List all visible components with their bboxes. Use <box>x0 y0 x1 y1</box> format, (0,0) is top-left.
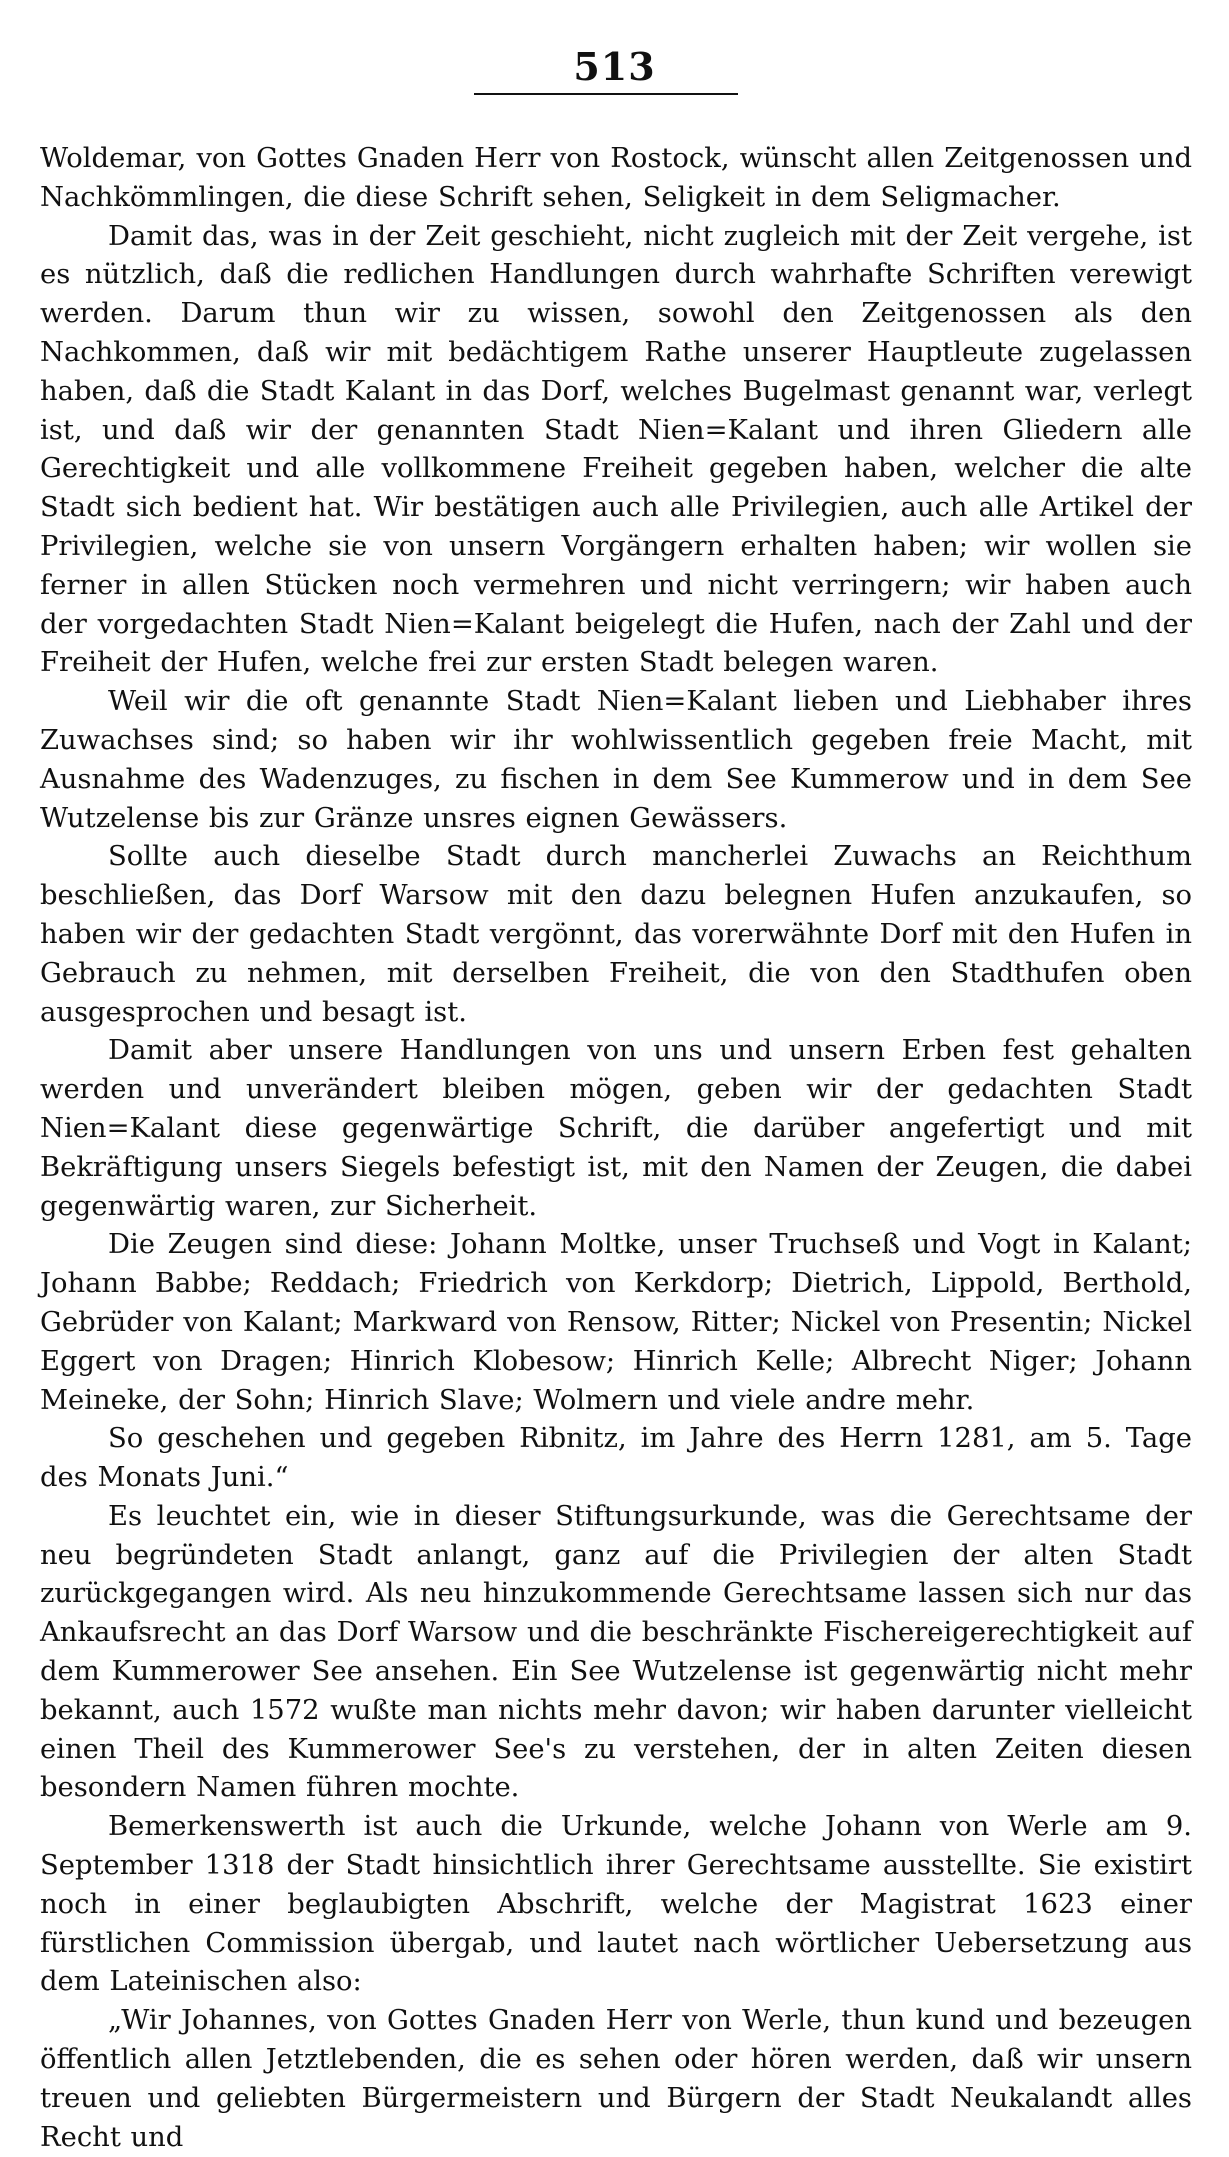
paragraph-4: Sollte auch dieselbe Stadt durch mancherlei Zuwachs an Reichthum beschließen, das Dorf Warsow mit den dazu belegnen Hufen anzukaufen, so haben wir der gedachten Stadt vergönnt, das vorerwähnte Dorf mit den Hufen in Gebrauch zu nehmen, mit derselben Freiheit, die von den Stadthufen oben ausgesprochen und besagt ist. <box>40 841 1192 1028</box>
paragraph-commentary: Es leuchtet ein, wie in dieser Stiftungsurkunde, was die Gerechtsame der neu begründeten Stadt anlangt, ganz auf die Privilegien der alten Stadt zurückgegangen wird. Als neu hinzukommende Gerechtsame lassen sich nur das Ankaufsrecht an das Dorf Warsow und die beschränkte Fischereigerechtigkeit auf dem Kummerower See ansehen. Ein See Wutzelense ist gegenwärtig nicht mehr bekannt, auch 1572 wußte man nichts mehr davon; wir haben darunter vielleicht einen Theil des Kummerower See's zu verstehen, der in alten Zeiten diesen besondern Namen führen mochte. <box>40 1500 1192 1804</box>
paragraph-witnesses: Die Zeugen sind diese: Johann Moltke, unser Truchseß und Vogt in Kalant; Johann Babbe; Reddach; Friedrich von Kerkdorp; Dietrich, Lippold, Berthold, Gebrüder von Kalant; Markward von Rensow, Ritter; Nickel von Presentin; Nickel Eggert von Dragen; Hinrich Klobesow; Hinrich Kelle; Albrecht Niger; Johann Meineke, der Sohn; Hinrich Slave; Wolmern und viele andre mehr. <box>40 1229 1192 1416</box>
paragraph-dated: So geschehen und gegeben Ribnitz, im Jahre des Herrn 1281, am 5. Tage des Monats Juni.“ <box>40 1423 1192 1494</box>
paragraph-3: Weil wir die oft genannte Stadt Nien=Kalant lieben und Liebhaber ihres Zuwachses sind; so haben wir ihr wohlwissentlich gegeben freie Macht, mit Ausnahme des Wadenzuges, zu fischen in dem See Kummerow und in dem See Wutzelense bis zur Gränze unsres eignen Gewässers. <box>40 686 1192 834</box>
header-rule <box>474 93 738 95</box>
paragraph-1: Woldemar, von Gottes Gnaden Herr von Rostock, wünscht allen Zeitgenossen und Nachkömmlingen, die diese Schrift sehen, Seligkeit in dem Seligmacher. <box>40 143 1192 213</box>
paragraph-werle-intro: Bemerkenswerth ist auch die Urkunde, welche Johann von Werle am 9. September 1318 der Stadt hinsichtlich ihrer Gerechtsame ausstellte. Sie existirt noch in einer beglaubigten Abschrift, welche der Magistrat 1623 einer fürstlichen Commission übergab, und lautet nach wörtlicher Uebersetzung aus dem Lateinischen also: <box>40 1811 1192 1998</box>
paragraph-werle-quote: „Wir Johannes, von Gottes Gnaden Herr von Werle, thun kund und bezeugen öffentlich allen Jetztlebenden, die es sehen oder hören werden, daß wir unsern treuen und geliebten Bürgermeistern und Bürgern der Stadt Neukalandt alles Recht und <box>40 2005 1192 2153</box>
page-number: 513 <box>573 44 656 89</box>
paragraph-2: Damit das, was in der Zeit geschieht, nicht zugleich mit der Zeit vergehe, ist es nützlich, daß die redlichen Handlungen durch wahrhafte Schriften verewigt werden. Darum thun wir zu wissen, sowohl den Zeitgenossen als den Nachkommen, daß wir mit bedächtigem Rathe unserer Hauptleute zugelassen haben, daß die Stadt Kalant in das Dorf, welches Bugelmast genannt war, verlegt ist, und daß wir der genannten Stadt Nien=Kalant und ihren Gliedern alle Gerechtigkeit und alle vollkommene Freiheit gegeben haben, welcher die alte Stadt sich bedient hat. Wir bestätigen auch alle Privilegien, auch alle Artikel der Privilegien, welche sie von unsern Vorgängern erhalten haben; wir wollen sie ferner in allen Stücken noch vermehren und nicht verringern; wir haben auch der vorgedachten Stadt Nien=Kalant beigelegt die Hufen, nach der Zahl und der Freiheit der Hufen, welche frei zur ersten Stadt belegen waren. <box>40 220 1192 679</box>
body-text <box>40 140 1192 2157</box>
paragraph-5: Damit aber unsere Handlungen von uns und unsern Erben fest gehalten werden und unverändert bleiben mögen, geben wir der gedachten Stadt Nien=Kalant diese gegenwärtige Schrift, die darüber angefertigt und mit Bekräftigung unsers Siegels befestigt ist, mit den Namen der Zeugen, die dabei gegenwärtig waren, zur Sicherheit. <box>40 1035 1192 1222</box>
